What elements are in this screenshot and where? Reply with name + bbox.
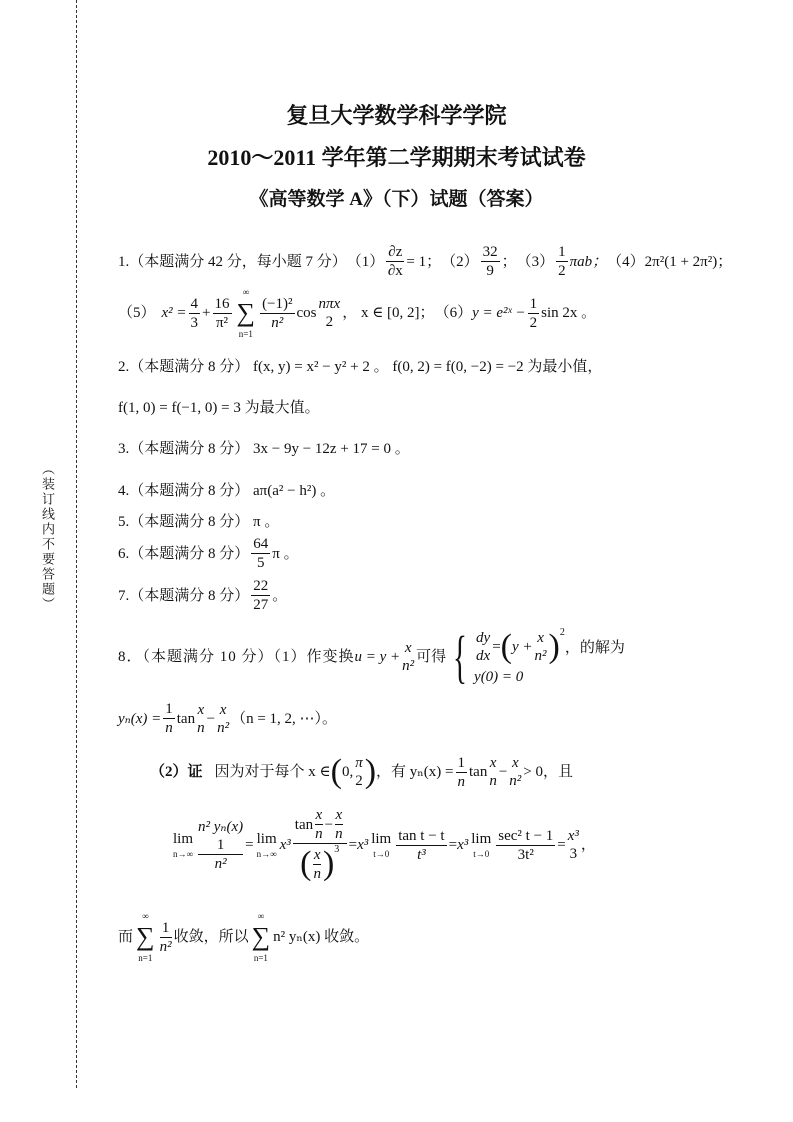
fraction <box>251 535 270 572</box>
fraction <box>313 846 321 883</box>
den: 2 <box>529 314 538 331</box>
q1-p1-rest: = 1； <box>406 253 442 270</box>
fraction <box>535 629 547 665</box>
q7-line <box>118 577 287 614</box>
q1-p5-lhs: x² = <box>161 305 187 321</box>
q8-label: 8．（本题满分 10 分）（1）作变换 <box>118 649 355 665</box>
den: n² <box>534 648 547 664</box>
lim-sub: t→0 <box>473 849 490 859</box>
q1-p3-rest: πab； <box>569 253 608 270</box>
fraction <box>260 295 294 332</box>
q1-p2-rest: ； <box>501 253 517 270</box>
get-text: 可得 <box>416 649 447 665</box>
fraction <box>481 243 500 280</box>
num: 64 <box>253 536 269 552</box>
num: 1 <box>198 836 243 855</box>
den: n <box>165 720 173 736</box>
den: 9 <box>486 263 494 279</box>
fraction <box>556 243 568 280</box>
power: 3 <box>334 844 340 855</box>
num: ∂z <box>388 244 403 260</box>
num: tan t − t <box>398 827 445 844</box>
den: n <box>489 773 497 789</box>
substitution: u = y + <box>354 649 401 665</box>
tan: tan <box>294 816 314 833</box>
num: x <box>489 755 497 771</box>
q1-line2 <box>118 286 596 340</box>
comma: ， <box>580 837 596 853</box>
fraction <box>509 754 521 790</box>
num: 1 <box>529 295 538 312</box>
q8-part2-line: （2）证 因为对于每个 x ∈ ( 0, π 2 ) ，有 yₙ(x) = $\frac{1}{n}$ tan x n − x n² > 0，且 <box>150 753 574 790</box>
q1-p5: （5） <box>118 305 156 321</box>
power: 2 <box>559 627 565 638</box>
q1-p6: （6） <box>434 305 473 321</box>
den: n² <box>217 719 230 736</box>
eq: = <box>557 837 566 853</box>
sum-top: ∞ <box>242 287 249 297</box>
fraction <box>217 701 229 737</box>
fraction <box>476 629 490 665</box>
lim-sub: n→∞ <box>173 849 193 859</box>
exam-title: 2010～2011 学年第二学期期末考试试卷 <box>207 145 586 170</box>
num: x <box>219 701 227 718</box>
fraction <box>456 754 468 791</box>
den: 3t² <box>517 846 534 863</box>
fraction <box>163 700 175 737</box>
part2-text: 因为对于每个 x ∈ <box>214 764 331 780</box>
tan: tan <box>176 710 196 727</box>
fraction: tan $\frac{x}{n}$ − $\frac{x}{n}$ ( $\frac{x}{n}$ ) $^3$ <box>293 806 347 884</box>
fraction <box>489 754 497 790</box>
fraction <box>213 295 232 332</box>
den: n² <box>509 773 522 789</box>
fraction <box>496 827 555 864</box>
den: n <box>315 826 323 842</box>
q5-line: 5.（本题满分 8 分） π 。 <box>118 514 280 530</box>
plus: + <box>202 305 211 321</box>
eq: = <box>448 837 458 853</box>
conclusion-c: n² yₙ(x) 收敛。 <box>273 929 370 945</box>
q7-label: 7.（本题满分 8 分） <box>118 587 250 604</box>
q1-line1 <box>118 243 732 280</box>
sum-bottom: n=1 <box>138 953 153 963</box>
den: 2 <box>325 314 334 330</box>
x-cubed: x³ <box>357 837 369 853</box>
binding-margin-note: （装订线内不要答题） <box>40 462 55 612</box>
den: dx <box>476 648 491 664</box>
den: n² <box>159 938 172 955</box>
num: x <box>313 846 321 863</box>
lim-sub: t→0 <box>373 849 390 859</box>
subject-title: 《高等数学 A》（下）试题（答案） <box>249 189 544 210</box>
num: x <box>511 755 519 771</box>
conclusion-a: 而 <box>118 929 134 945</box>
den: n² <box>402 658 415 674</box>
n-range: （n = 1, 2, ⋯）。 <box>231 710 338 727</box>
den: t³ <box>417 846 426 863</box>
num: x <box>315 807 323 823</box>
den: 5 <box>257 555 265 571</box>
fraction <box>402 639 414 675</box>
den: 2 <box>558 263 566 279</box>
fraction <box>528 295 540 332</box>
lim <box>371 830 391 860</box>
interval-start: 0, <box>341 764 354 780</box>
conclusion-b: 收敛，所以 <box>173 929 249 945</box>
num: 1 <box>165 701 173 717</box>
school-title: 复旦大学数学科学学院 <box>286 103 507 128</box>
solution-text: ，的解为 <box>564 640 625 656</box>
num: 4 <box>190 295 199 312</box>
minus: − <box>206 710 216 727</box>
q3-line: 3.（本题满分 8 分） 3x − 9y − 12z + 17 = 0 。 <box>118 441 410 457</box>
num: x <box>335 807 343 823</box>
q1-p4: （4）2π²(1 + 2π²)； <box>607 253 733 270</box>
sum-symbol: ∞ ∑ n=1 <box>251 911 271 963</box>
q6-line <box>118 535 299 572</box>
sum-symbol: ∞ ∑ n=1 <box>236 287 256 339</box>
brace: { <box>453 624 468 689</box>
sum-top: ∞ <box>257 911 265 921</box>
num: sec² t − 1 <box>498 827 554 844</box>
initial-condition: y(0) = 0 <box>474 669 524 685</box>
num: x <box>404 640 412 656</box>
lim-text: lim <box>256 831 277 847</box>
den: n <box>197 719 205 736</box>
lim <box>471 830 491 860</box>
q6-rest: π 。 <box>272 545 299 562</box>
q7-rest: 。 <box>272 587 288 604</box>
tan: tan <box>469 764 488 780</box>
q2-line2: f(1, 0) = f(−1, 0) = 3 为最大值。 <box>118 400 320 416</box>
lim <box>257 830 277 860</box>
q1-p1: （1） <box>346 253 385 270</box>
eq: = <box>245 837 254 853</box>
fraction <box>315 806 323 843</box>
num: nπx <box>318 296 341 312</box>
lim-text: lim <box>371 831 392 847</box>
sum-bottom: n=1 <box>238 329 253 339</box>
num: π <box>355 755 363 771</box>
q1-p3: （3） <box>516 253 555 270</box>
x-cubed: x³ <box>457 837 469 853</box>
fraction <box>198 818 243 873</box>
minus: − <box>498 764 508 780</box>
q1-p6-lhs: y = e²ˣ − <box>472 305 526 321</box>
den: ∂x <box>387 263 403 279</box>
q8-line2 <box>118 700 337 737</box>
den: n <box>313 865 321 882</box>
lim-text: lim <box>173 831 194 847</box>
den: n <box>335 826 343 842</box>
lim-text: lim <box>471 831 492 847</box>
ode-y: y + <box>512 639 533 655</box>
sum-symbol: ∞ ∑ n=1 <box>136 911 155 963</box>
q6-label: 6.（本题满分 8 分） <box>118 545 250 562</box>
den: π² <box>215 314 229 331</box>
have-text: ，有 yₙ(x) = <box>376 764 454 780</box>
den: 2 <box>355 773 363 789</box>
den: n² <box>214 855 227 872</box>
lim <box>173 830 193 860</box>
fraction <box>160 919 172 956</box>
den: 27 <box>253 597 269 613</box>
q1-p5-domain: ， x ∈ [0, 2]； <box>342 305 435 321</box>
x-cubed: x³ <box>279 837 291 853</box>
fraction <box>319 295 341 331</box>
num: 16 <box>214 295 230 312</box>
q8-line1 <box>118 624 625 690</box>
fraction <box>396 827 446 864</box>
num: 32 <box>482 244 498 260</box>
cos: cos <box>296 305 317 321</box>
ode-system: dy dx = ( y + x n² ) $^2$ y(0) = 0 <box>474 627 565 685</box>
q1-p2: （2） <box>441 253 479 270</box>
num: n² yₙ(x) <box>198 818 244 835</box>
num: 1 <box>160 919 172 938</box>
q4-line: 4.（本题满分 8 分） aπ(a² − h²) 。 <box>118 483 336 499</box>
q1-label: 1.（本题满分 42 分，每小题 7 分） <box>118 253 347 270</box>
fraction <box>386 243 404 280</box>
fraction <box>197 701 205 737</box>
num: 22 <box>253 578 269 594</box>
fraction <box>335 806 343 843</box>
num: x³ <box>567 828 579 844</box>
den: n <box>457 773 465 790</box>
fraction <box>251 577 270 614</box>
num: (−1)² <box>262 295 293 312</box>
gt-text: > 0，且 <box>523 764 574 780</box>
sum-bottom: n=1 <box>253 953 268 963</box>
q2-line1: 2.（本题满分 8 分） f(x, y) = x² − y² + 2 。 f(0, 2) = f(0, −2) = −2 为最小值， <box>118 359 603 375</box>
q1-p6-rest: sin 2x 。 <box>541 305 597 321</box>
num: 1 <box>558 244 566 260</box>
eq: = <box>492 639 501 655</box>
den: 3 <box>190 314 199 331</box>
conclusion-line <box>118 910 369 964</box>
den: n² <box>271 314 284 331</box>
sum-top: ∞ <box>142 911 149 921</box>
minus: − <box>324 816 334 833</box>
num: dy <box>476 630 491 646</box>
yn: yₙ(x) = <box>118 710 162 727</box>
eq: = <box>348 837 358 853</box>
fraction <box>189 295 201 332</box>
lim-sub: n→∞ <box>256 849 277 859</box>
limit-line <box>170 806 596 884</box>
fraction <box>355 754 363 790</box>
fraction <box>568 827 579 863</box>
num: x <box>537 630 544 646</box>
den: 3 <box>569 846 578 862</box>
num: 1 <box>457 754 465 771</box>
part2-label: （2）证 <box>150 764 203 780</box>
fraction <box>198 836 243 873</box>
num: x <box>197 701 205 718</box>
